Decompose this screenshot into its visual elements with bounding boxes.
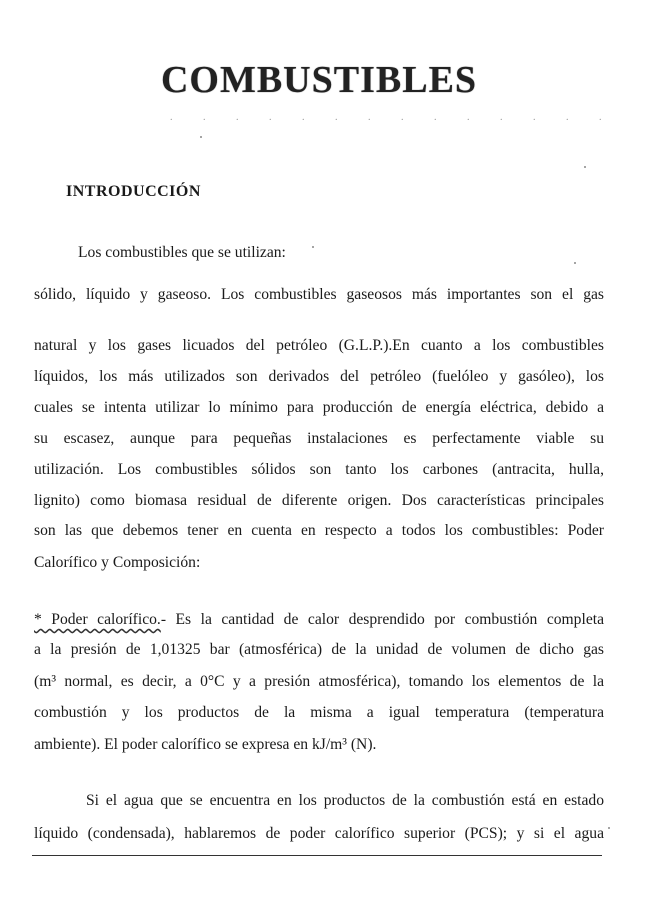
scan-speck [584, 166, 586, 168]
paragraph-line: a la presión de 1,01325 bar (atmosférica) de la unidad de volumen de dicho gas [34, 641, 604, 658]
paragraph-line: cuales se intenta utilizar lo mínimo para producción de energía eléctrica, debido a [34, 399, 604, 416]
paragraph-line: (m³ normal, es decir, a 0°C y a presión atmosférica), tomando los elementos de la [34, 673, 604, 690]
paragraph-line: Calorífico y Composición: [34, 554, 201, 571]
definition-text: - Es la cantidad de calor desprendido por combustión completa [160, 611, 604, 628]
paragraph-line: natural y los gases licuados del petróleo (G.L.P.).En cuanto a los combustibles [34, 337, 604, 354]
scan-specks: . . . . . . . . . . . . . . [170, 112, 616, 123]
paragraph-line: lignito) como biomasa residual de diferente origen. Dos características principales [34, 492, 604, 509]
scan-speck [312, 246, 314, 248]
scan-speck [608, 827, 610, 829]
intro-line: Los combustibles que se utilizan: [78, 244, 286, 261]
paragraph-line: combustión y los productos de la misma a igual temperatura (temperatura [34, 704, 604, 721]
scan-speck [574, 262, 576, 264]
scan-speck [200, 136, 202, 138]
paragraph-line: utilización. Los combustibles sólidos son tanto los carbones (antracita, hulla, [34, 461, 604, 478]
paragraph-line: líquidos, los más utilizados son derivados del petróleo (fuelóleo y gasóleo), los [34, 368, 604, 385]
paragraph-line: sólido, líquido y gaseoso. Los combustibles gaseosos más importantes son el gas [34, 286, 604, 303]
document-title: COMBUSTIBLES [160, 59, 478, 101]
paragraph-line: líquido (condensada), hablaremos de poder calorífico superior (PCS); y si el agua [34, 825, 604, 842]
paragraph-line: ambiente). El poder calorífico se expresa en kJ/m³ (N). [34, 736, 377, 753]
paragraph-first-line [34, 610, 604, 630]
paragraph-line: su escasez, aunque para pequeñas instalaciones es perfectamente viable su [34, 430, 604, 447]
paragraph-line: Si el agua que se encuentra en los productos de la combustión está en estado [86, 792, 604, 809]
section-heading: INTRODUCCIÓN [66, 183, 201, 200]
paragraph-line: son las que debemos tener en cuenta en respecto a todos los combustibles: Poder [34, 522, 604, 539]
footer-rule [32, 855, 602, 856]
poder-calorifico-label: * Poder calorífico. [34, 611, 161, 628]
